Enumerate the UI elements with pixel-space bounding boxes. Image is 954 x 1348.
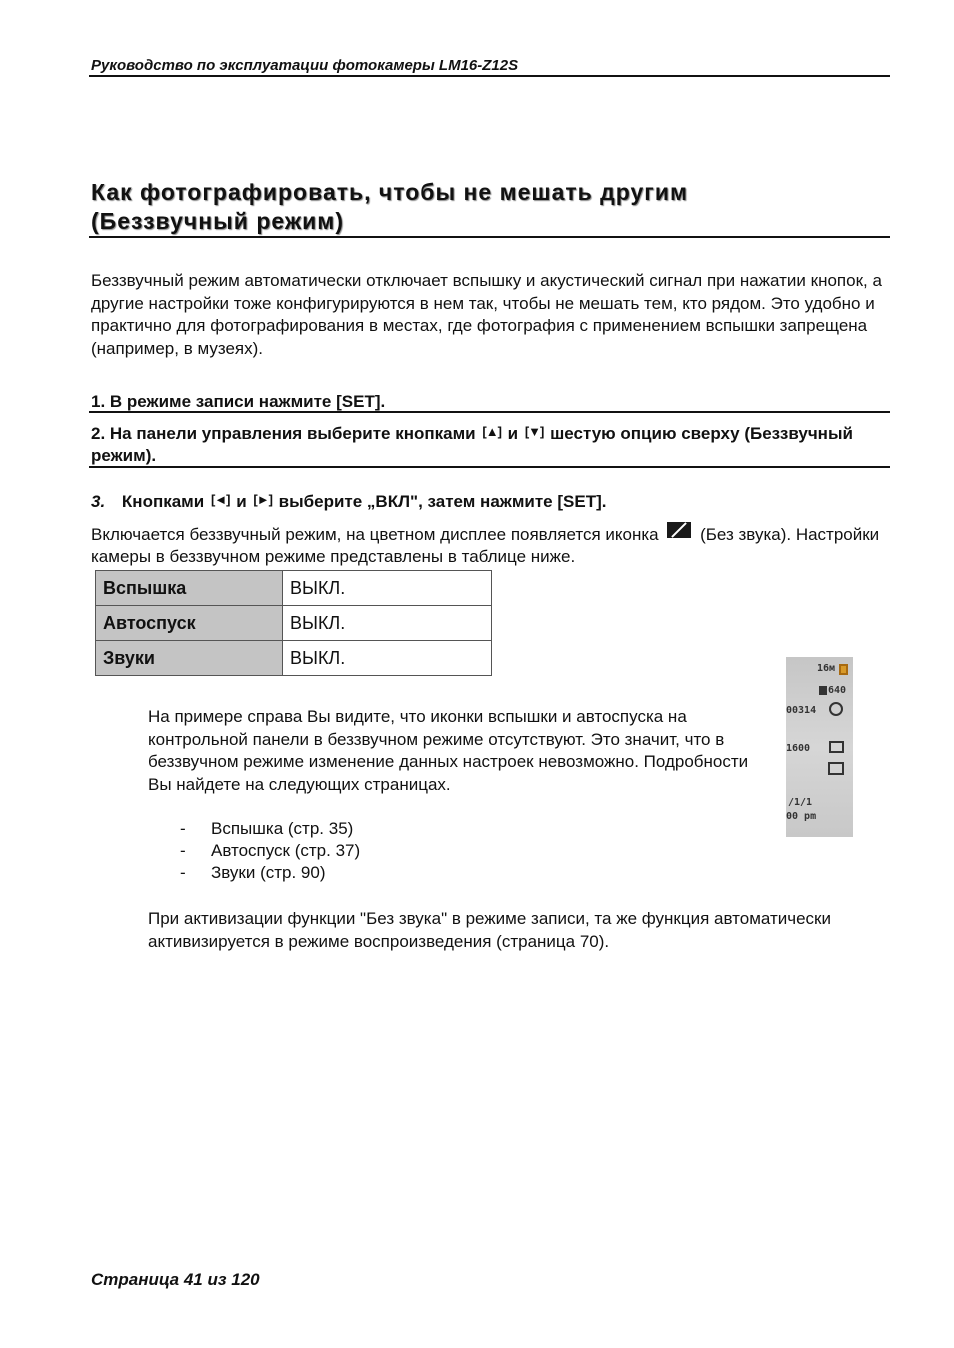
list-item-text: Звуки (стр. 90) — [211, 863, 326, 882]
step-3-text: Кнопками — [121, 492, 205, 511]
page-number-footer: Страница 41 из 120 — [91, 1270, 260, 1289]
step-3-description — [91, 522, 891, 568]
running-header: Руководство по эксплуатации фотокамеры LM16-Z12S — [91, 57, 519, 74]
drive-mode-icon — [828, 762, 844, 775]
table-cell-value: ВЫКЛ. — [283, 606, 492, 641]
header-rule — [89, 75, 890, 77]
list-item-text: Автоспуск (стр. 37) — [211, 841, 361, 860]
camera-display-example — [786, 657, 853, 837]
list-item — [180, 840, 360, 862]
table-row — [96, 606, 492, 641]
step-2-text-end: шестую опцию сверху (Беззвучный режим). — [91, 424, 853, 465]
down-key-icon: [▼] — [524, 424, 544, 439]
note-paragraph: На примере справа Вы видите, что иконки вспышки и автоспуска на контрольной панели в беззвучном режиме отсутствуют. Это значит, что в беззвучном режиме изменение данных настроек невозможно. Подробности Вы найдете на следующих страницах. — [148, 707, 749, 794]
lcd-iso: 1600 — [786, 743, 811, 754]
table-row — [96, 571, 492, 606]
list-item-text: Вспышка (стр. 35) — [211, 819, 354, 838]
step-3-and: и — [236, 492, 247, 511]
step-3 — [91, 492, 606, 512]
movie-size-icon — [819, 686, 827, 695]
table-cell-value: ВЫКЛ. — [283, 571, 492, 606]
list-item — [180, 862, 360, 884]
table-cell-setting: Вспышка — [96, 571, 283, 606]
lcd-resolution: 16м — [817, 663, 836, 674]
left-key-icon: [◄] — [210, 492, 230, 507]
lcd-size: 640 — [828, 685, 847, 696]
table-cell-setting: Автоспуск — [96, 606, 283, 641]
title-line-1: Как фотографировать, чтобы не мешать другим — [91, 179, 689, 205]
intro-paragraph: Беззвучный режим автоматически отключает вспышку и акустический сигнал при нажатии кнопок, а другие настройки тоже конфигурируются в нем так, чтобы не мешать тем, кто рядом. Это удобно и практично для фотографирования в местах, где фотография с применением вспышки запрещена (например, в музеях). — [91, 271, 882, 358]
scene-mode-icon — [829, 702, 843, 716]
step-2-text: 2. На панели управления выберите кнопками — [91, 424, 476, 443]
lcd-time: 00 pm — [786, 811, 817, 822]
reference-list — [180, 818, 360, 884]
table-cell-setting: Звуки — [96, 641, 283, 676]
step-3-number: 3. — [91, 492, 106, 511]
table-cell-value: ВЫКЛ. — [283, 641, 492, 676]
silent-mode-settings-table — [95, 570, 492, 676]
right-key-icon: [►] — [253, 492, 272, 507]
list-item — [180, 818, 360, 840]
step-2 — [91, 421, 891, 467]
list-dash: - — [180, 841, 186, 860]
step-2-and: и — [507, 424, 519, 443]
step-3-desc-start: Включается беззвучный режим, на цветном дисплее появляется иконка — [91, 525, 659, 544]
face-detect-icon — [829, 741, 844, 753]
step-1: 1. В режиме записи нажмите [SET]. — [91, 392, 386, 411]
list-dash: - — [180, 819, 186, 838]
table-row — [96, 641, 492, 676]
page-title — [91, 178, 891, 236]
lcd-date: /1/1 — [788, 797, 813, 808]
step-1-rule — [89, 411, 890, 413]
up-key-icon: [▲] — [482, 424, 501, 439]
step-2-rule — [89, 466, 890, 468]
final-paragraph: При активизации функции "Без звука" в режиме записи, та же функция автоматически активизируется в режиме воспроизведения (страница 70). — [148, 909, 831, 951]
title-rule — [89, 236, 890, 238]
step-3-text-end: выберите „ВКЛ", затем нажмите [SET]. — [278, 492, 607, 511]
step-3-desc-end: (Без звука). Настройки камеры в беззвучном режиме представлены в таблице ниже. — [91, 525, 880, 566]
mute-icon — [667, 522, 691, 538]
quality-icon — [839, 664, 848, 675]
list-dash: - — [180, 863, 186, 882]
title-line-2: (Беззвучный режим) — [91, 208, 344, 234]
lcd-shots-left: 00314 — [786, 705, 817, 716]
